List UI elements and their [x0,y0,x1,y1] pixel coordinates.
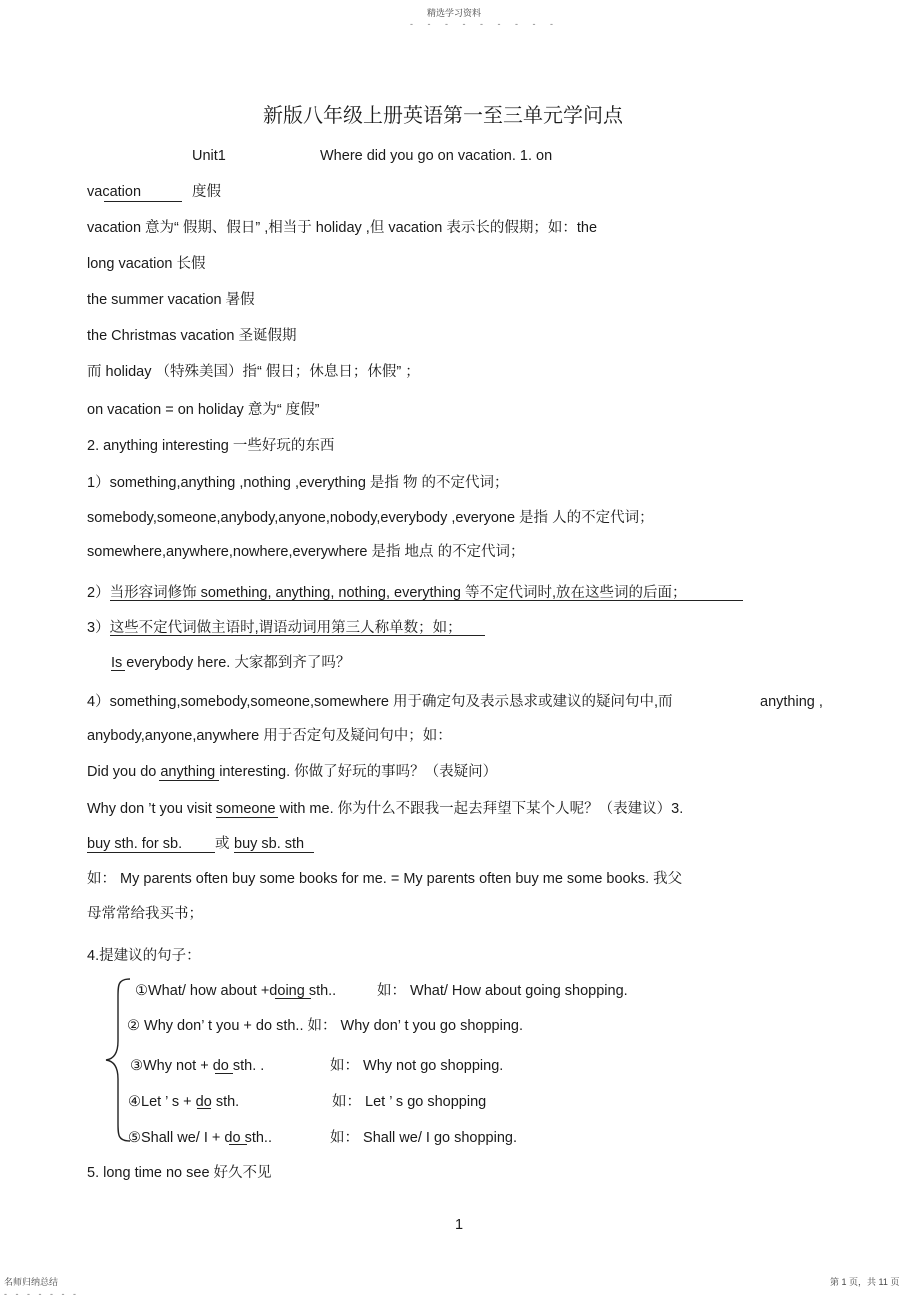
underline [111,670,125,671]
text-line: 5. long time no see 好久不见 [87,1165,272,1181]
suggestion-1-example: 如： What/ How about going shopping. [377,983,628,999]
text-line: 4）something,somebody,someone,somewhere 用于确定句及表示恳求或建议的疑问句中,而 [87,694,673,710]
text-line: buy sth. for sb. [87,836,183,852]
underline [87,852,215,853]
text-line: 或 [215,836,230,852]
underline [110,635,485,636]
text-line: 4.提建议的句子： [87,948,201,964]
underline [216,817,278,818]
text-line: Is everybody here. 大家都到齐了吗？ [111,655,351,671]
text-line: 1）something,anything ,nothing ,everything 是指 物 的不定代词； [87,475,509,491]
text-line: long vacation 长假 [87,256,206,272]
text-line: somebody,someone,anybody,anyone,nobody,everybody ,everyone 是指 人的不定代词； [87,510,654,526]
page-title: 新版八年级上册英语第一至三单元学问点 [263,105,623,127]
suggestion-1: ①What/ how about +doing sth.. [135,983,337,999]
text-line: 而 holiday （特殊美国）指“ 假日；休息日；休假” ； [87,364,420,380]
text-line: 如： My parents often buy some books for me. = My parents often buy me some books. 我父 [87,871,683,887]
text-line: Did you do anything interesting. 你做了好玩的事吗？（表疑问） [87,764,498,780]
suggestion-5-example: 如： Shall we/ I go shopping. [330,1130,517,1146]
header-dashes: - - - - - - - - - [410,19,559,29]
underline [234,852,314,853]
line-vacation-word: vacation [87,184,142,200]
suggestion-4-example: 如： Let ’ s go shopping [332,1094,487,1110]
text-line: the summer vacation 暑假 [87,292,255,308]
underline [215,1073,233,1074]
text-line: on vacation = on holiday 意为“ 度假” [87,402,320,418]
text-line: anything , [760,694,823,710]
text-line: buy sb. sth [234,836,305,852]
blank-underline [104,201,182,202]
text-line-underlined: 3）这些不定代词做主语时,谓语动词用第三人称单数；如； [87,620,462,636]
unit-heading: Where did you go on vacation. 1. on [320,148,553,164]
unit-label: Unit1 [192,148,226,164]
line-vacation-cn: 度假 [192,184,221,200]
header-label: 精选学习资料 [427,8,482,18]
suggestion-5: ⑤Shall we/ I + do sth.. [128,1130,272,1146]
text-line: 2. anything interesting 一些好玩的东西 [87,438,335,454]
suggestion-3: ③Why not + do sth. . [130,1058,265,1074]
underline [229,1144,247,1145]
text-line: vacation 意为“ 假期、假日” ,相当于 holiday ,但 vacation 表示长的假期；如：the [87,220,598,236]
footer-left-label: 名师归纳总结 [4,1277,59,1287]
underline [275,998,311,999]
text-line-underlined: 2）当形容词修饰 something, anything, nothing, everything 等不定代词时,放在这些词的后面； [87,585,687,601]
footer-left-dashes: - - - - - - - [4,1289,79,1299]
underline [110,600,743,601]
underline [197,1108,211,1109]
footer-page-count: 第 1 页，共 11 页 [830,1277,900,1287]
text-line: Why don ’t you visit someone with me. 你为什么不跟我一起去拜望下某个人呢？（表建议）3. [87,801,684,817]
suggestion-3-example: 如： Why not go shopping. [330,1058,504,1074]
text-line: anybody,anyone,anywhere 用于否定句及疑问句中；如： [87,728,452,744]
suggestion-4: ④Let ’ s + do sth. [128,1094,240,1110]
text-line: 母常常给我买书； [87,906,203,922]
page-number: 1 [455,1217,464,1233]
curly-brace-icon [102,975,132,1145]
text-line: somewhere,anywhere,nowhere,everywhere 是指 地点 的不定代词； [87,544,525,560]
underline [159,780,219,781]
text-line: the Christmas vacation 圣诞假期 [87,328,297,344]
suggestion-2: ② Why don’ t you + do sth.. 如： Why don’ t you go shopping. [127,1018,523,1034]
